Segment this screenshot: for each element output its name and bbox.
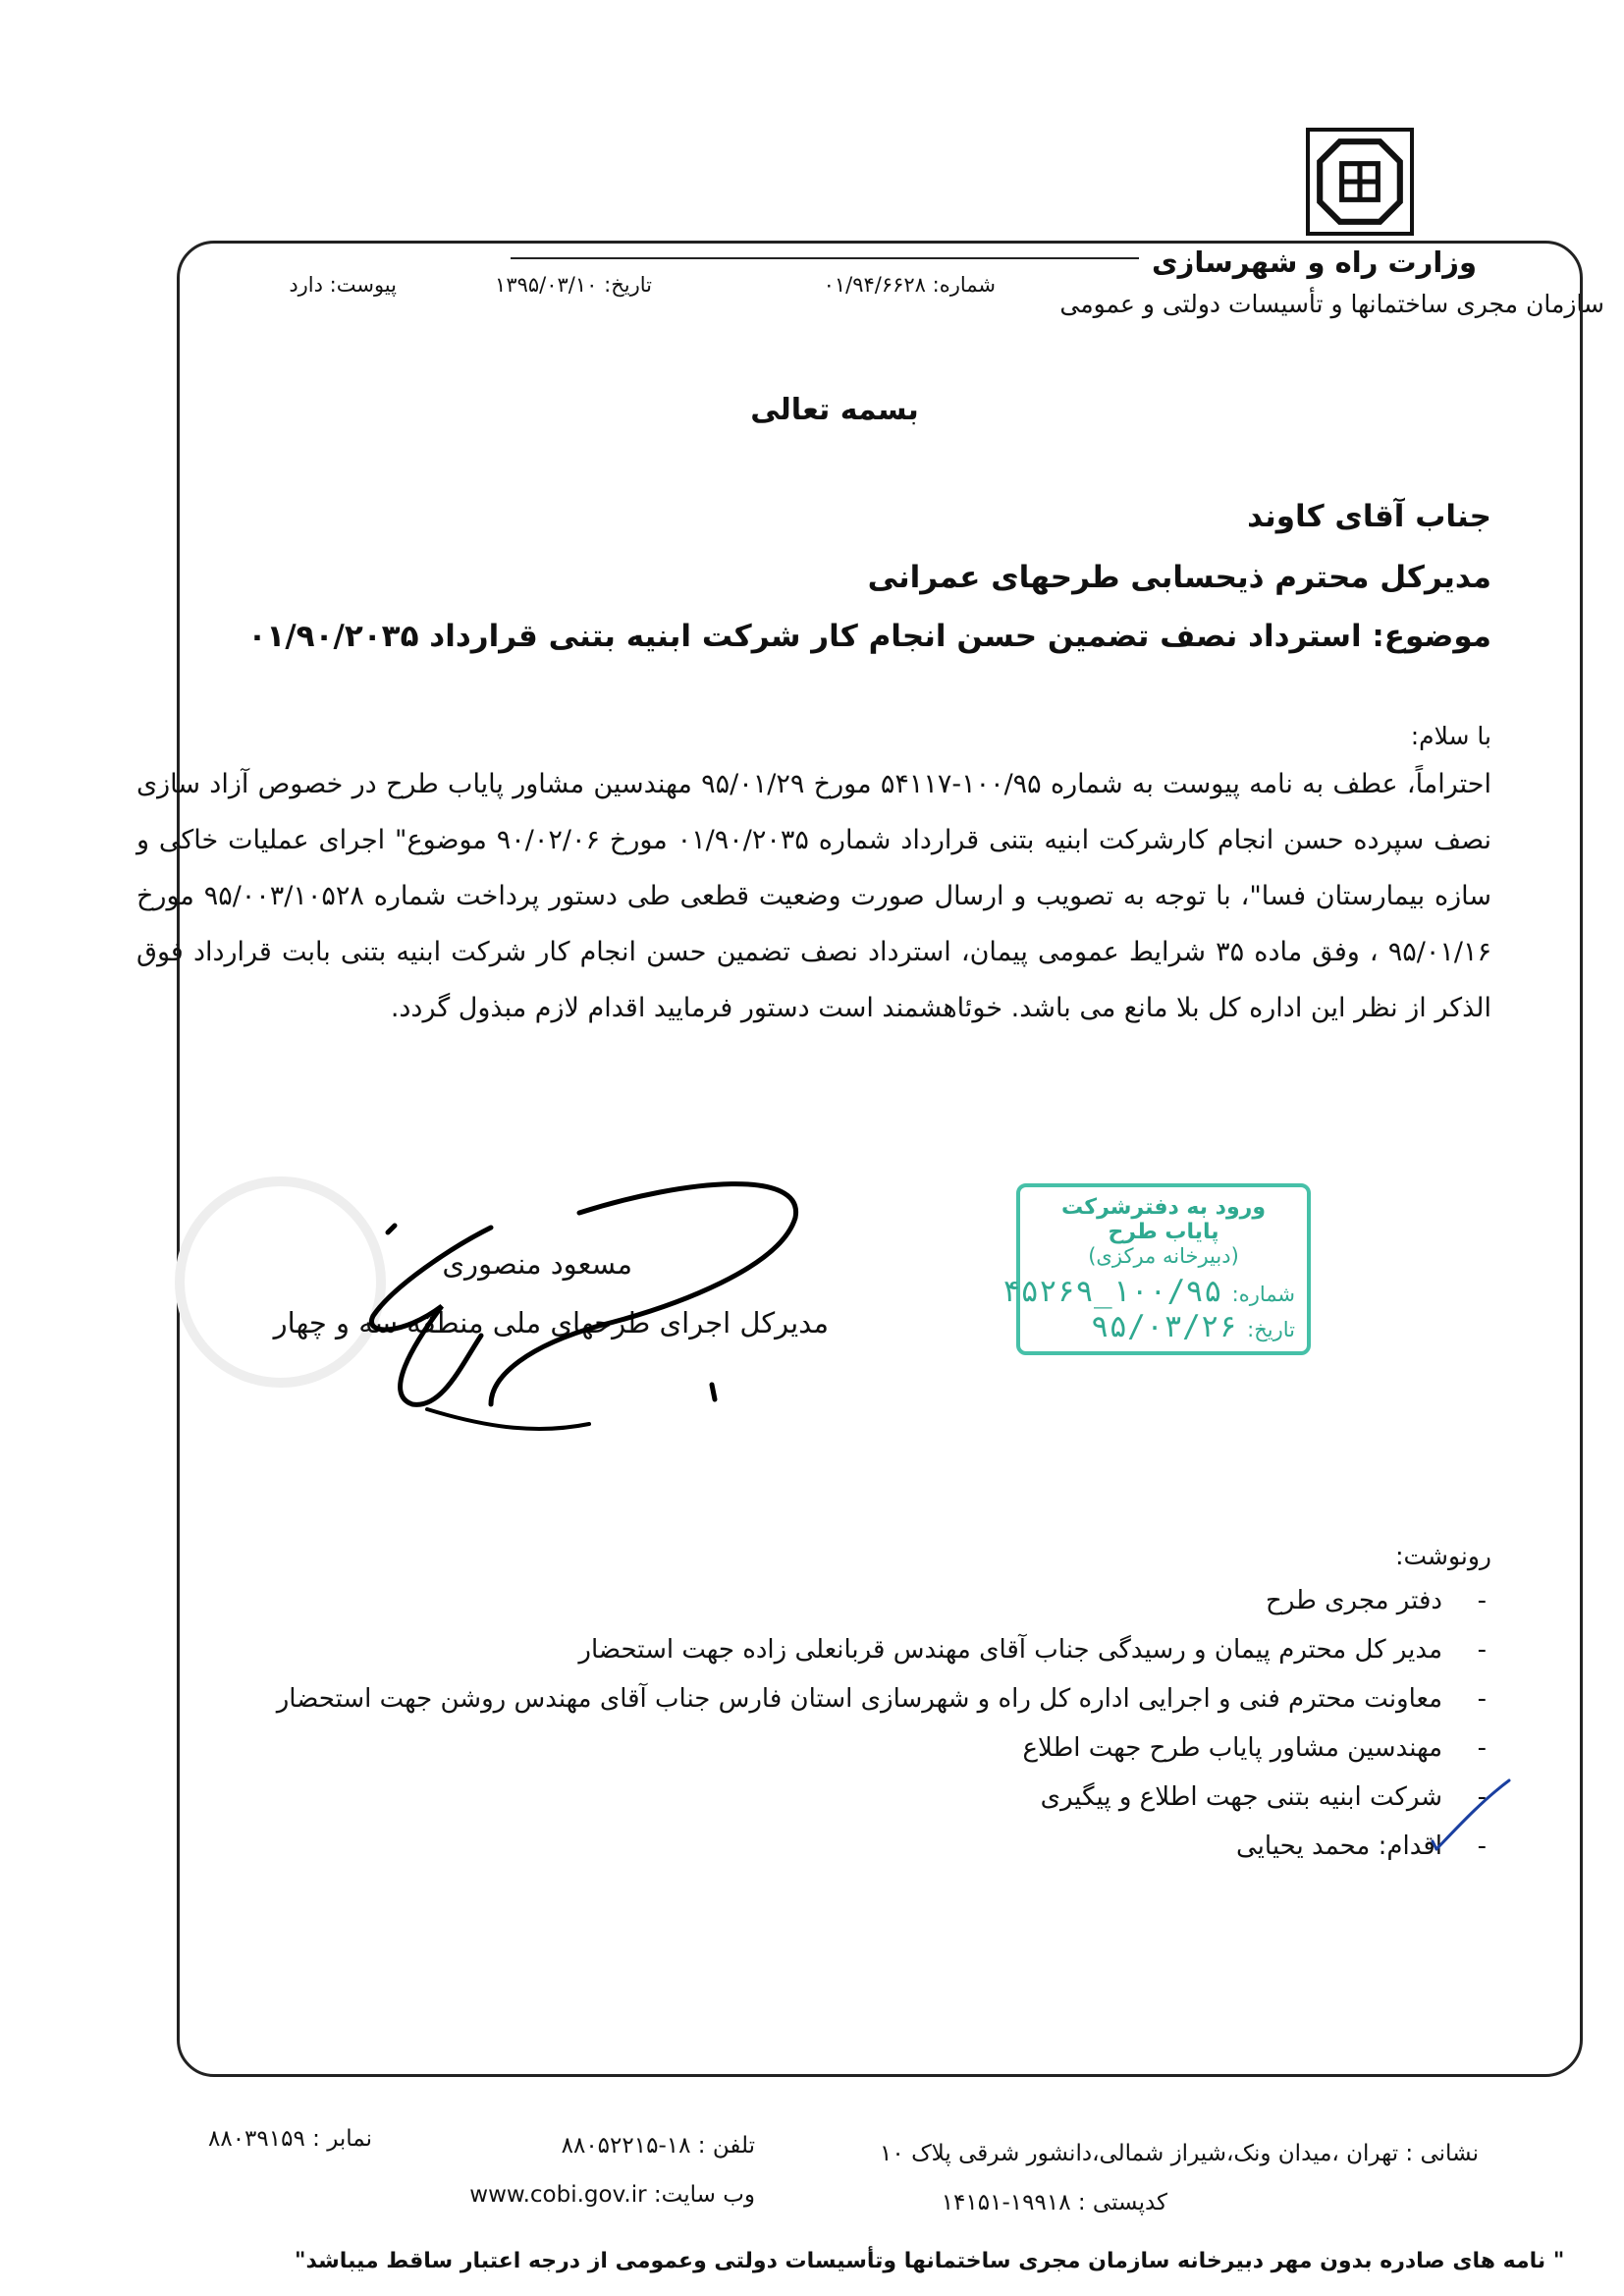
attachment-note: پیوست: دارد xyxy=(289,273,397,297)
organization-name: سازمان مجری ساختمانها و تأسیسات دولتی و عمومی xyxy=(1059,290,1604,318)
ministry-name: وزارت راه و شهرسازی xyxy=(1152,246,1477,279)
stamp-number-label: شماره: xyxy=(1231,1283,1295,1306)
signer-title: مدیرکل اجرای طرحهای ملی منطقه سه و چهار xyxy=(273,1306,829,1339)
footer-website[interactable]: وب سایت: www.cobi.gov.ir xyxy=(469,2182,755,2208)
ministry-logo xyxy=(1306,128,1414,236)
list-item: - مهندسین مشاور پایاب طرح جهت اطلاع xyxy=(112,1723,1487,1773)
bismillah-heading: بسمه تعالی xyxy=(750,393,919,427)
list-item: - معاونت محترم فنی و اجرایی اداره کل راه و شهرسازی استان فارس جناب آقای مهندس روشن جهت استحضار xyxy=(112,1674,1487,1723)
footer-address: نشانی : تهران ،میدان ونک،شیراز شمالی،دانشور شرقی پلاک ۱۰ xyxy=(880,2141,1479,2166)
logo-emblem-icon xyxy=(1310,132,1410,232)
recipient-title: مدیرکل محترم ذیحسابی طرحهای عمرانی xyxy=(867,560,1491,595)
stamp-number-value: ۱۰۰/۹۵_۴۵۲۶۹ xyxy=(1001,1274,1222,1309)
stamp-title: ورود به دفترشرکت پایاب طرح xyxy=(1061,1195,1266,1244)
stamp-date-label: تاریخ: xyxy=(1247,1318,1295,1341)
stamp-date-row xyxy=(1032,1309,1295,1344)
cc-title: رونوشت: xyxy=(1395,1542,1491,1570)
list-item: - شرکت ابنیه بتنی جهت اطلاع و پیگیری xyxy=(112,1773,1487,1822)
list-item: - اقدام: محمد یحیایی xyxy=(112,1822,1487,1871)
footer-fax: نمابر : ۸۸۰۳۹۱۵۹ xyxy=(208,2126,372,2152)
stamp-number-row xyxy=(1001,1274,1295,1309)
letter-date-value: ۱۳۹۵/۰۳/۱۰ xyxy=(495,273,598,297)
handwritten-signature xyxy=(334,1159,825,1473)
greeting: با سلام: xyxy=(1410,722,1491,750)
footer-phone: تلفن : ۱۸-۸۸۰۵۲۲۱۵ xyxy=(561,2133,755,2159)
stamp-date-value: ۹۵/۰۳/۲۶ xyxy=(1090,1309,1238,1344)
signer-name: مسعود منصوری xyxy=(442,1247,632,1281)
letter-number-label: شماره: xyxy=(932,273,996,297)
list-item: - دفتر مجری طرح xyxy=(112,1576,1487,1625)
stamp-subtitle: (دبیرخانه مرکزی) xyxy=(1088,1244,1239,1268)
footer-postal-code: کدپستی : ۱۹۹۱۸-۱۴۱۵۱ xyxy=(941,2190,1167,2215)
letter-date-label: تاریخ: xyxy=(604,273,652,297)
checkmark-icon xyxy=(1429,1773,1517,1861)
letter-subject: موضوع: استرداد نصف تضمین حسن انجام کار شرکت ابنیه بتنی قرارداد ۰۱/۹۰/۲۰۳۵ xyxy=(247,619,1491,654)
received-stamp xyxy=(1001,1183,1311,1355)
footer-validity-note: " نامه های صادره بدون مهر دبیرخانه سازمان مجری ساختمانها وتأسیسات دولتی وعمومی از درجه اعتبار ساقط میباشد" xyxy=(295,2249,1565,2273)
list-item: - مدیر کل محترم پیمان و رسیدگی جناب آقای مهندس قربانعلی زاده جهت استحضار xyxy=(112,1625,1487,1674)
letter-number-value: ۰۱/۹۴/۶۶۲۸ xyxy=(823,273,926,297)
cc-list xyxy=(112,1576,1487,1871)
recipient-name: جناب آقای کاوند xyxy=(1247,499,1491,534)
letter-body: احتراماً، عطف به نامه پیوست به شماره ۱۰۰/۹۵-۵۴۱۱۷ مورخ ۹۵/۰۱/۲۹ مهندسین مشاور پایاب طرح در خصوص آزاد سازی نصف سپرده حسن انجام کارشرکت ابنیه بتنی قرارداد شماره ۰۱/۹۰/۲۰۳۵ مورخ ۹۰/۰۲/۰۶ موضوع" اجرای عملیات خاکی و سازه بیمارستان فسا"، با توجه به تصویب و ارسال صورت وضعیت قطعی طی دستور پرداخت شماره ۹۵/۰۰۳/۱۰۵۲۸ مورخ ۹۵/۰۱/۱۶ ، وفق ماده ۳۵ شرایط عمومی پیمان، استرداد نصف تضمین حسن انجام کار شرکت ابنیه بتنی بابت قرارداد فوق الذکر از نظر این اداره کل بلا مانع می باشد. خوئاهشمند است دستور فرمایید اقدام لازم مبذول گردد. xyxy=(136,769,1492,1023)
